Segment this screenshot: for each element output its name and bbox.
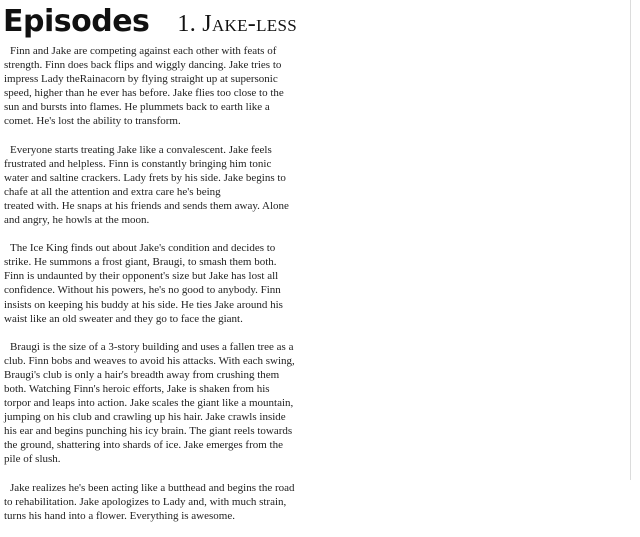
text-line: Everyone starts treating Jake like a convalescent. Jake feels [10,143,272,156]
paragraph [4,44,300,129]
text-line: and angry, he howls at the moon. [4,214,150,227]
text-line: waist like an old sweater and they go to face the giant. [4,312,243,325]
text-line: Braugi's club is only a hair's breadth away from crushing them [4,368,280,381]
episode-title: 1. Jake-less [177,11,297,37]
text-line: Finn and Jake are competing against each other with feats of [10,45,277,57]
episode-synopsis [4,44,300,537]
paragraph [4,241,300,326]
text-line: turns his hand into a flower. Everything is awesome. [4,509,235,522]
text-line: torpor and leaps into action. Jake scales the giant like a mountain, [4,397,294,410]
paragraph [4,143,300,228]
text-line: insists on keeping his buddy at his side. He ties Jake around his [4,298,283,311]
text-line: comet. He's lost the ability to transform. [4,115,181,128]
text-line: water and saltine crackers. Lady frets by his side. Jake begins to [4,171,286,184]
text-line: chafe at all the attention and extra care he's being [4,185,221,198]
text-line: club. Finn bobs and weaves to avoid his attacks. With each swing, [4,354,295,367]
text-line: Braugi is the size of a 3-story building and uses a fallen tree as a [10,340,294,353]
paragraph [4,481,300,523]
page-title: Episodes [3,4,150,39]
text-line: both. Watching Finn's heroic efforts, Jake is shaken from his [4,382,270,395]
paragraph [4,340,300,467]
text-line: Finn is undaunted by their opponent's size but Jake has lost all [4,270,279,283]
page-edge-divider [630,0,631,480]
text-line: treated with. He snaps at his friends and sends them away. Alone [4,199,289,212]
text-line: to rehabilitation. Jake apologizes to Lady and, with much strain, [4,495,287,508]
text-line: The Ice King finds out about Jake's condition and decides to [10,242,276,255]
text-line: pile of slush. [4,453,61,466]
text-line: frustrated and helpless. Finn is constantly bringing him tonic [4,157,272,170]
text-line: Jake realizes he's been acting like a butthead and begins the road [10,481,295,494]
text-line: jumping on his club and crawling up his hair. Jake crawls inside [4,411,286,424]
text-line: the ground, shattering into shards of ice. Jake emerges from the [4,439,283,452]
text-line: strike. He summons a frost giant, Braugi, to smash them both. [4,256,277,269]
text-line: strength. Finn does back flips and wiggly dancing. Jake tries to [4,59,282,72]
text-line: speed, higher than he ever has before. Jake flies too close to the [4,87,284,100]
text-line: impress Lady theRainacorn by flying straight up at supersonic [4,73,278,86]
text-line: sun and bursts into flames. He plummets back to earth like a [4,101,270,114]
text-line: confidence. Without his powers, he's no good to anybody. Finn [4,284,281,297]
page-header [3,4,297,44]
text-line: his ear and begins punching his icy brain. The giant reels towards [4,425,293,438]
